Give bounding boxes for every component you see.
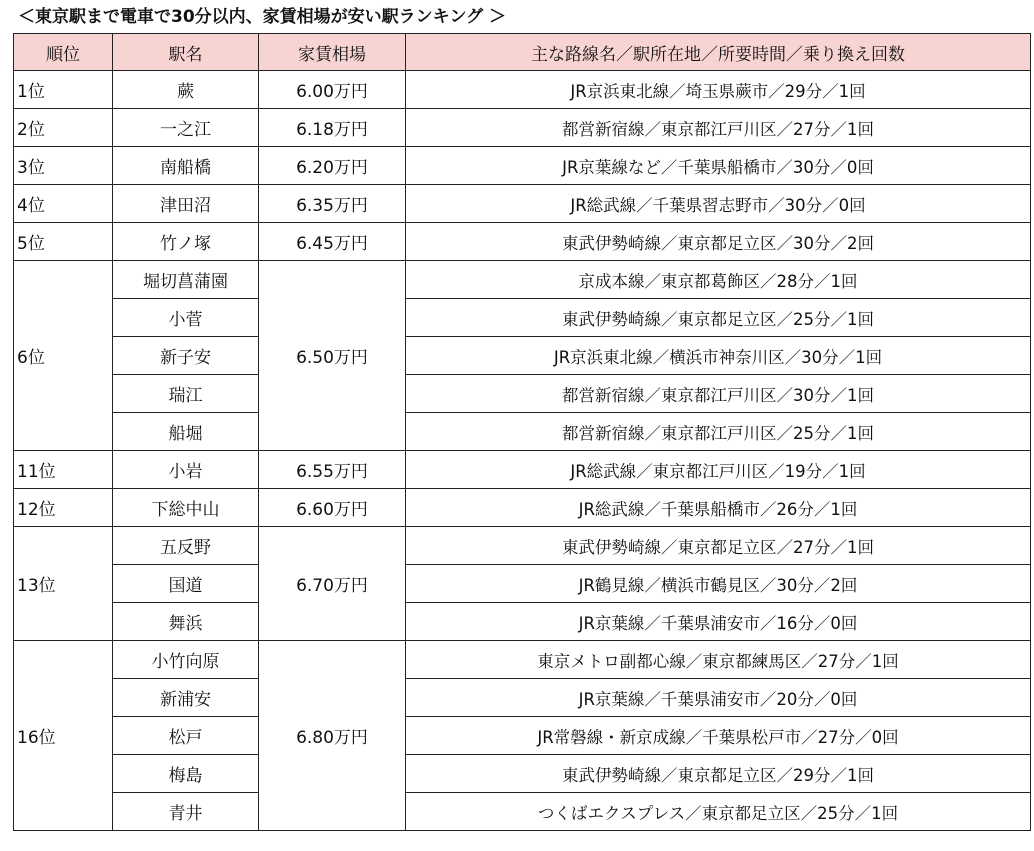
rank-cell: 11位 bbox=[14, 451, 113, 489]
rank-cell: 4位 bbox=[14, 185, 113, 223]
route-cell: 東武伊勢崎線／東京都足立区／29分／1回 bbox=[406, 755, 1031, 793]
table-row bbox=[14, 755, 1031, 793]
rent-cell: 6.45万円 bbox=[259, 223, 406, 261]
station-name-cell: 堀切菖蒲園 bbox=[113, 261, 259, 299]
station-name-cell: 小菅 bbox=[113, 299, 259, 337]
station-name-cell: 一之江 bbox=[113, 109, 259, 147]
route-cell: JR総武線／東京都江戸川区／19分／1回 bbox=[406, 451, 1031, 489]
station-name-cell: 竹ノ塚 bbox=[113, 223, 259, 261]
table-row bbox=[14, 223, 1031, 261]
rank-cell: 6位 bbox=[14, 261, 113, 451]
table-row bbox=[14, 261, 1031, 299]
table-row bbox=[14, 147, 1031, 185]
rank-cell: 13位 bbox=[14, 527, 113, 641]
route-cell: 京成本線／東京都葛飾区／28分／1回 bbox=[406, 261, 1031, 299]
station-name-cell: 小岩 bbox=[113, 451, 259, 489]
header-row bbox=[14, 34, 1031, 71]
route-cell: JR京浜東北線／横浜市神奈川区／30分／1回 bbox=[406, 337, 1031, 375]
table-row bbox=[14, 185, 1031, 223]
header-route: 主な路線名／駅所在地／所要時間／乗り換え回数 bbox=[406, 34, 1031, 71]
station-name-cell: 新子安 bbox=[113, 337, 259, 375]
header-rent: 家賃相場 bbox=[259, 34, 406, 71]
rent-cell: 6.70万円 bbox=[259, 527, 406, 641]
route-cell: 東武伊勢崎線／東京都足立区／27分／1回 bbox=[406, 527, 1031, 565]
route-cell: JR総武線／千葉県船橋市／26分／1回 bbox=[406, 489, 1031, 527]
rank-cell: 3位 bbox=[14, 147, 113, 185]
station-name-cell: 国道 bbox=[113, 565, 259, 603]
rent-cell: 6.55万円 bbox=[259, 451, 406, 489]
station-name-cell: 南船橋 bbox=[113, 147, 259, 185]
table-row bbox=[14, 679, 1031, 717]
station-name-cell: 船堀 bbox=[113, 413, 259, 451]
rent-cell: 6.20万円 bbox=[259, 147, 406, 185]
rank-cell: 1位 bbox=[14, 71, 113, 109]
station-name-cell: 五反野 bbox=[113, 527, 259, 565]
header-rank: 順位 bbox=[14, 34, 113, 71]
rank-cell: 5位 bbox=[14, 223, 113, 261]
rent-cell: 6.18万円 bbox=[259, 109, 406, 147]
ranking-table bbox=[13, 33, 1031, 831]
station-name-cell: 青井 bbox=[113, 793, 259, 831]
rank-cell: 12位 bbox=[14, 489, 113, 527]
rank-cell: 2位 bbox=[14, 109, 113, 147]
station-name-cell: 瑞江 bbox=[113, 375, 259, 413]
table-row bbox=[14, 641, 1031, 679]
table-row bbox=[14, 71, 1031, 109]
table-row bbox=[14, 527, 1031, 565]
header-station: 駅名 bbox=[113, 34, 259, 71]
rent-cell: 6.35万円 bbox=[259, 185, 406, 223]
page-title: ＜東京駅まで電車で30分以内、家賃相場が安い駅ランキング ＞ bbox=[18, 7, 507, 27]
station-name-cell: 梅島 bbox=[113, 755, 259, 793]
table-row bbox=[14, 375, 1031, 413]
route-cell: つくばエクスプレス／東京都足立区／25分／1回 bbox=[406, 793, 1031, 831]
route-cell: 東京メトロ副都心線／東京都練馬区／27分／1回 bbox=[406, 641, 1031, 679]
route-cell: JR京葉線／千葉県浦安市／16分／0回 bbox=[406, 603, 1031, 641]
route-cell: 東武伊勢崎線／東京都足立区／30分／2回 bbox=[406, 223, 1031, 261]
rent-cell: 6.60万円 bbox=[259, 489, 406, 527]
route-cell: JR京浜東北線／埼玉県蕨市／29分／1回 bbox=[406, 71, 1031, 109]
rank-cell: 16位 bbox=[14, 641, 113, 831]
table-row bbox=[14, 717, 1031, 755]
route-cell: JR鶴見線／横浜市鶴見区／30分／2回 bbox=[406, 565, 1031, 603]
station-name-cell: 松戸 bbox=[113, 717, 259, 755]
rent-cell: 6.80万円 bbox=[259, 641, 406, 831]
rent-cell: 6.00万円 bbox=[259, 71, 406, 109]
rent-cell: 6.50万円 bbox=[259, 261, 406, 451]
table-row bbox=[14, 299, 1031, 337]
route-cell: 都営新宿線／東京都江戸川区／30分／1回 bbox=[406, 375, 1031, 413]
station-name-cell: 舞浜 bbox=[113, 603, 259, 641]
route-cell: 東武伊勢崎線／東京都足立区／25分／1回 bbox=[406, 299, 1031, 337]
route-cell: 都営新宿線／東京都江戸川区／27分／1回 bbox=[406, 109, 1031, 147]
table-row bbox=[14, 337, 1031, 375]
route-cell: JR京葉線／千葉県浦安市／20分／0回 bbox=[406, 679, 1031, 717]
station-name-cell: 津田沼 bbox=[113, 185, 259, 223]
table-row bbox=[14, 413, 1031, 451]
table-body bbox=[14, 71, 1031, 831]
route-cell: 都営新宿線／東京都江戸川区／25分／1回 bbox=[406, 413, 1031, 451]
station-name-cell: 下総中山 bbox=[113, 489, 259, 527]
station-name-cell: 新浦安 bbox=[113, 679, 259, 717]
table-row bbox=[14, 489, 1031, 527]
route-cell: JR総武線／千葉県習志野市／30分／0回 bbox=[406, 185, 1031, 223]
table-row bbox=[14, 451, 1031, 489]
table-row bbox=[14, 793, 1031, 831]
route-cell: JR常磐線・新京成線／千葉県松戸市／27分／0回 bbox=[406, 717, 1031, 755]
route-cell: JR京葉線など／千葉県船橋市／30分／0回 bbox=[406, 147, 1031, 185]
table-row bbox=[14, 565, 1031, 603]
table-row bbox=[14, 603, 1031, 641]
table-row bbox=[14, 109, 1031, 147]
station-name-cell: 蕨 bbox=[113, 71, 259, 109]
station-name-cell: 小竹向原 bbox=[113, 641, 259, 679]
